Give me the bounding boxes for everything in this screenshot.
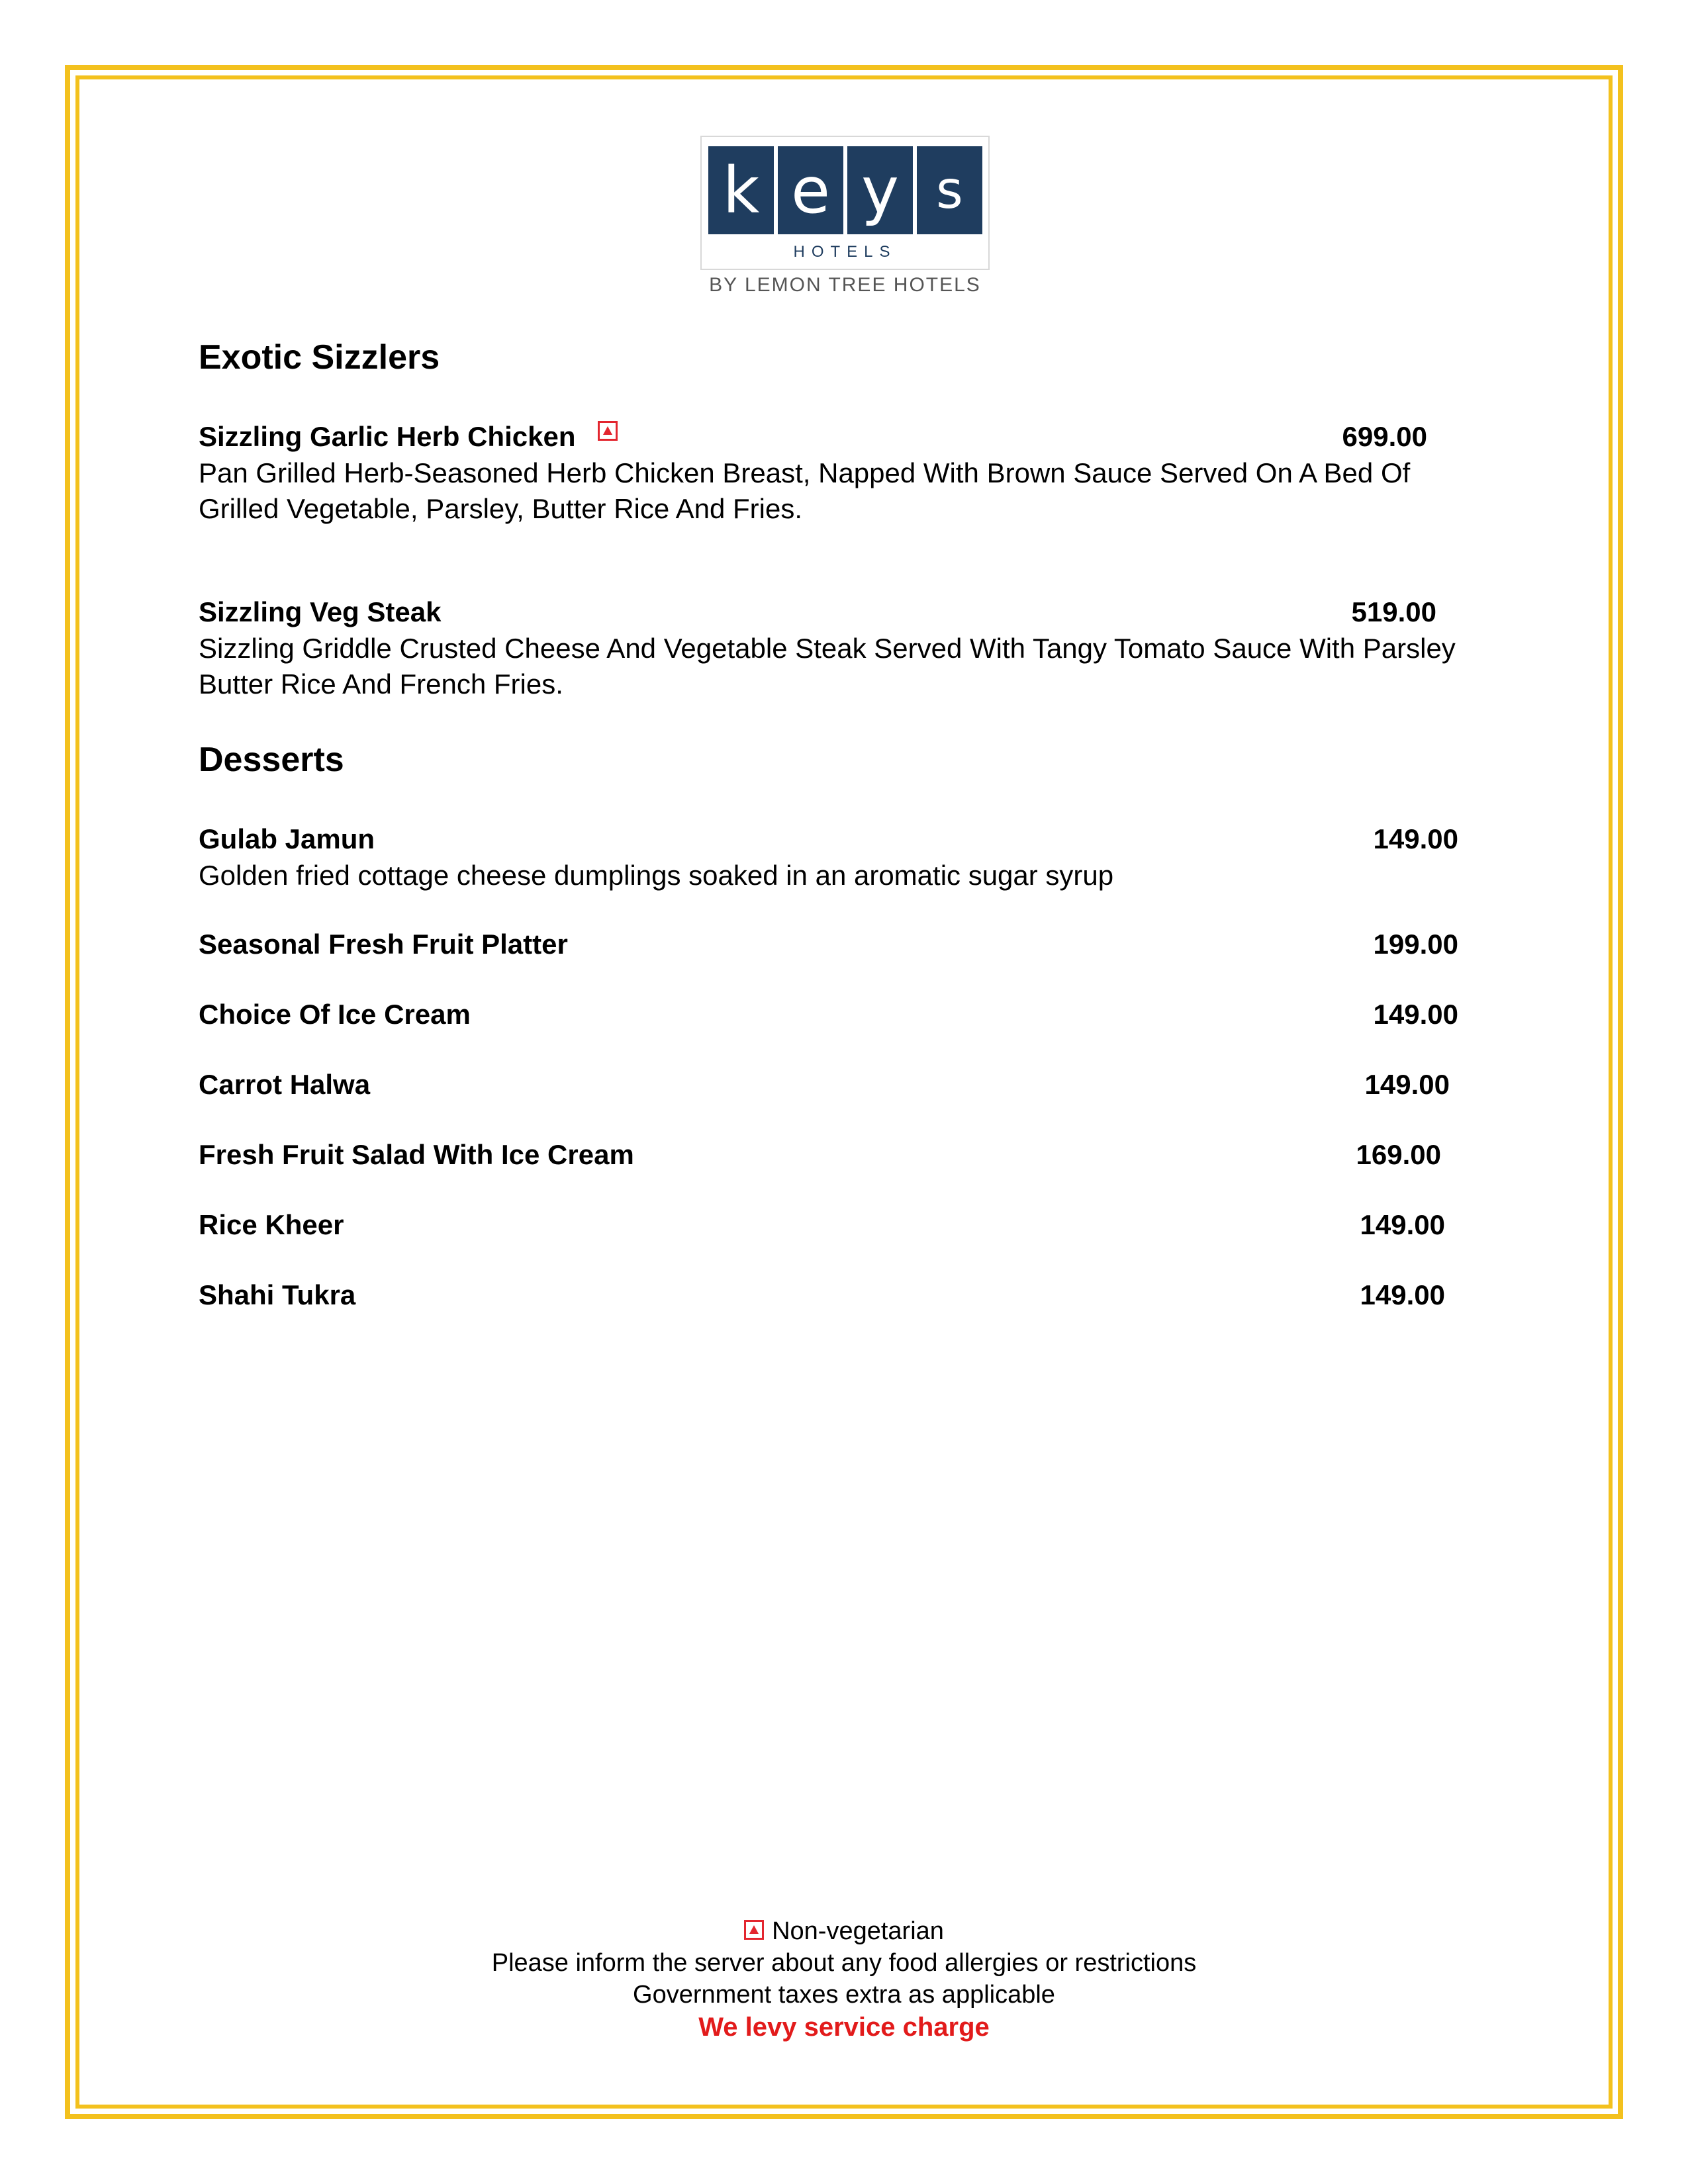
menu-item-name: Fresh Fruit Salad With Ice Cream (199, 1139, 634, 1170)
menu-item-description (199, 455, 1476, 527)
non-veg-icon (744, 1920, 764, 1940)
menu-item-price: 149.00 (1373, 823, 1458, 854)
menu-item-price: 149.00 (1360, 1209, 1445, 1240)
section-title-desserts: Desserts (199, 741, 344, 779)
logo-letter-y: y (847, 146, 913, 234)
logo-letter-k: k (708, 146, 774, 234)
logo-hotels-text: HOTELS (793, 243, 897, 261)
logo-letter-s: s (917, 146, 982, 234)
description-line: Grilled Vegetable, Parsley, Butter Rice And Fries. (199, 493, 802, 524)
menu-item-name: Choice Of Ice Cream (199, 999, 471, 1030)
menu-item-description (199, 858, 1476, 893)
menu-item-price: 519.00 (1351, 596, 1436, 627)
menu-item-name: Rice Kheer (199, 1209, 344, 1240)
logo-letter-e: e (778, 146, 843, 234)
menu-item-price: 699.00 (1342, 421, 1427, 452)
logo-subtitle: BY LEMON TREE HOTELS (709, 274, 981, 296)
description-line: Sizzling Griddle Crusted Cheese And Vegetable Steak Served With Tangy Tomato Sauce With Parsley (199, 633, 1456, 664)
footer-allergy-note: Please inform the server about any food allergies or restrictions (491, 1949, 1197, 1977)
menu-item-name: Seasonal Fresh Fruit Platter (199, 929, 568, 960)
non-veg-icon (598, 421, 618, 441)
legend-label: Non-vegetarian (772, 1917, 944, 1945)
description-line: Butter Rice And French Fries. (199, 668, 563, 700)
description-line: Golden fried cottage cheese dumplings soaked in an aromatic sugar syrup (199, 860, 1114, 891)
menu-item-description (199, 631, 1476, 702)
menu-item-price: 149.00 (1373, 999, 1458, 1030)
menu-item-name: Carrot Halwa (199, 1069, 371, 1100)
menu-item-price: 149.00 (1364, 1069, 1450, 1100)
footer-legend (0, 1917, 1688, 1946)
section-title-exotic-sizzlers: Exotic Sizzlers (199, 338, 440, 377)
menu-item-price: 169.00 (1356, 1139, 1441, 1170)
logo-letter-tiles (708, 146, 982, 234)
footer-service-charge: We levy service charge (698, 2013, 990, 2042)
footer-tax-note: Government taxes extra as applicable (633, 1981, 1055, 2009)
menu-item-name: Shahi Tukra (199, 1279, 356, 1310)
menu-item-name: Gulab Jamun (199, 823, 375, 854)
menu-item-name (199, 421, 618, 453)
menu-item-price: 199.00 (1373, 929, 1458, 960)
description-line: Pan Grilled Herb-Seasoned Herb Chicken Breast, Napped With Brown Sauce Served On A Bed Of (199, 457, 1411, 488)
menu-item-name-text: Sizzling Garlic Herb Chicken (199, 421, 576, 452)
menu-item-name: Sizzling Veg Steak (199, 596, 442, 627)
menu-item-price: 149.00 (1360, 1279, 1445, 1310)
keys-hotels-logo (700, 136, 990, 270)
